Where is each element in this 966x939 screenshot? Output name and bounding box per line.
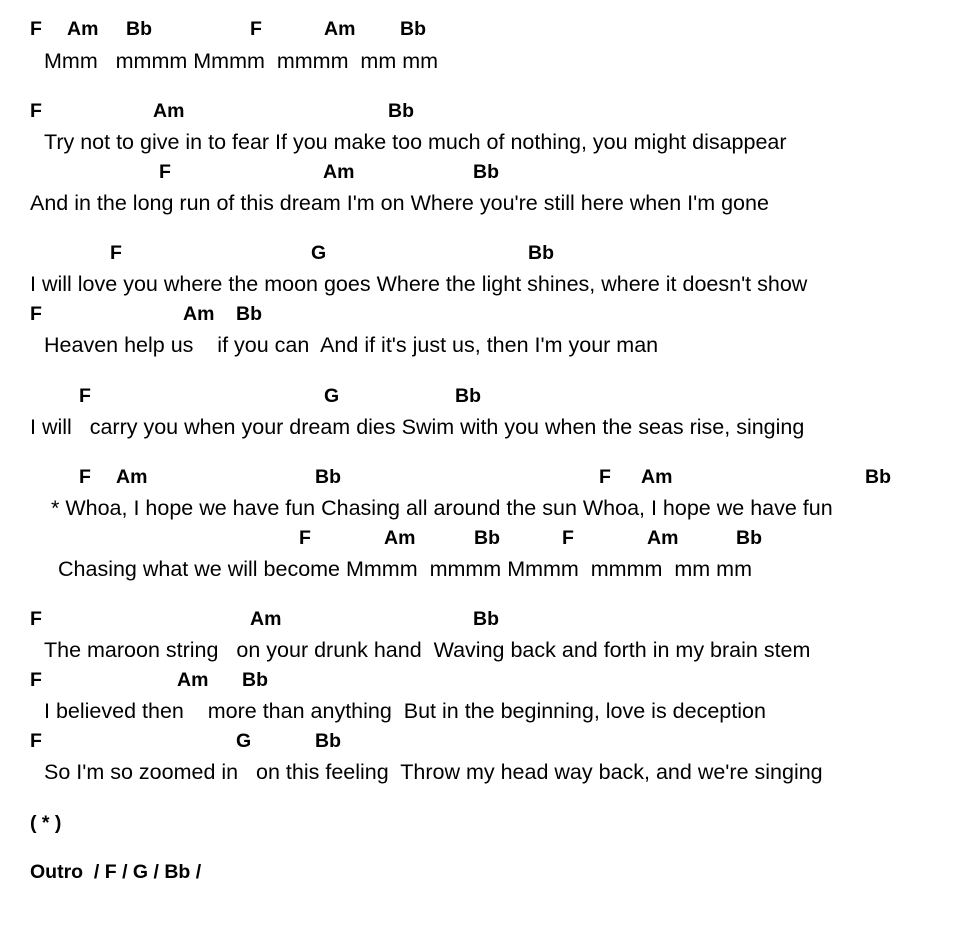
repeat-chorus-marker: ( * ) — [30, 812, 62, 834]
outro-line: Outro / F / G / Bb / — [30, 861, 202, 883]
chord-line-prechorus-1 — [0, 244, 966, 266]
chord: F — [299, 527, 311, 549]
chord-line-prechorus-2 — [0, 305, 966, 327]
chord-line-intro — [0, 20, 966, 42]
chord-line-chorus-2 — [0, 529, 966, 551]
chord: Bb — [126, 18, 152, 40]
lyric-line-verse2-1: The maroon string on your drunk hand Waving back and forth in my brain stem — [44, 638, 811, 662]
chord: Am — [324, 18, 356, 40]
chord: F — [30, 608, 42, 630]
chord: F — [159, 161, 171, 183]
lyric-line-chorus-1: * Whoa, I hope we have fun Chasing all around the sun Whoa, I hope we have fun — [51, 496, 833, 520]
lyric-line-intro: Mmm mmmm Mmmm mmmm mm mm — [44, 49, 439, 73]
chord: Am — [323, 161, 355, 183]
lyric-line-bridge: I will carry you when your dream dies Swim with you when the seas rise, singing — [30, 415, 805, 439]
lyric-line-verse2-2: I believed then more than anything But in the beginning, love is deception — [44, 699, 766, 723]
chord: Am — [67, 18, 99, 40]
chord-line-verse1-2 — [0, 163, 966, 185]
chord-line-verse2-1 — [0, 610, 966, 632]
chord: F — [562, 527, 574, 549]
chord: Bb — [400, 18, 426, 40]
chord: Am — [153, 100, 185, 122]
lyric-line-verse2-3: So I'm so zoomed in on this feeling Throw my head way back, and we're singing — [44, 760, 823, 784]
chord: Bb — [736, 527, 762, 549]
chord: Bb — [865, 466, 891, 488]
lyric-line-verse1-2: And in the long run of this dream I'm on Where you're still here when I'm gone — [30, 191, 769, 215]
chord: F — [110, 242, 122, 264]
lyric-line-prechorus-1: I will love you where the moon goes Where the light shines, where it doesn't show — [30, 272, 808, 296]
chord: G — [236, 730, 252, 752]
chord: F — [30, 18, 42, 40]
chord: Bb — [455, 385, 481, 407]
lyric-line-prechorus-2: Heaven help us if you can And if it's just us, then I'm your man — [44, 333, 659, 357]
chord: G — [311, 242, 327, 264]
chord: F — [79, 466, 91, 488]
chord: F — [30, 669, 42, 691]
chord: Am — [116, 466, 148, 488]
chord: F — [79, 385, 91, 407]
chord: Am — [384, 527, 416, 549]
chord: Am — [641, 466, 673, 488]
chord-line-verse2-3 — [0, 732, 966, 754]
chord: Am — [250, 608, 282, 630]
chord-line-verse2-2 — [0, 671, 966, 693]
chord: Bb — [315, 466, 341, 488]
chord: Bb — [528, 242, 554, 264]
chord: Am — [183, 303, 215, 325]
chord: Bb — [474, 527, 500, 549]
chord: Bb — [388, 100, 414, 122]
chord: Bb — [236, 303, 262, 325]
lyric-line-verse1-1: Try not to give in to fear If you make too much of nothing, you might disappear — [44, 130, 787, 154]
chord-line-verse1-1 — [0, 102, 966, 124]
chord-line-bridge — [0, 387, 966, 409]
chord: Am — [647, 527, 679, 549]
lyric-line-chorus-2: Chasing what we will become Mmmm mmmm Mmmm mmmm mm mm — [58, 557, 752, 581]
chord: F — [30, 303, 42, 325]
chord: F — [30, 730, 42, 752]
chord: F — [250, 18, 262, 40]
chord: Bb — [315, 730, 341, 752]
chord: Am — [177, 669, 209, 691]
chord: Bb — [473, 608, 499, 630]
chord: F — [599, 466, 611, 488]
chord-line-chorus-1 — [0, 468, 966, 490]
chord: Bb — [242, 669, 268, 691]
chord: Bb — [473, 161, 499, 183]
chord: G — [324, 385, 340, 407]
chord: F — [30, 100, 42, 122]
